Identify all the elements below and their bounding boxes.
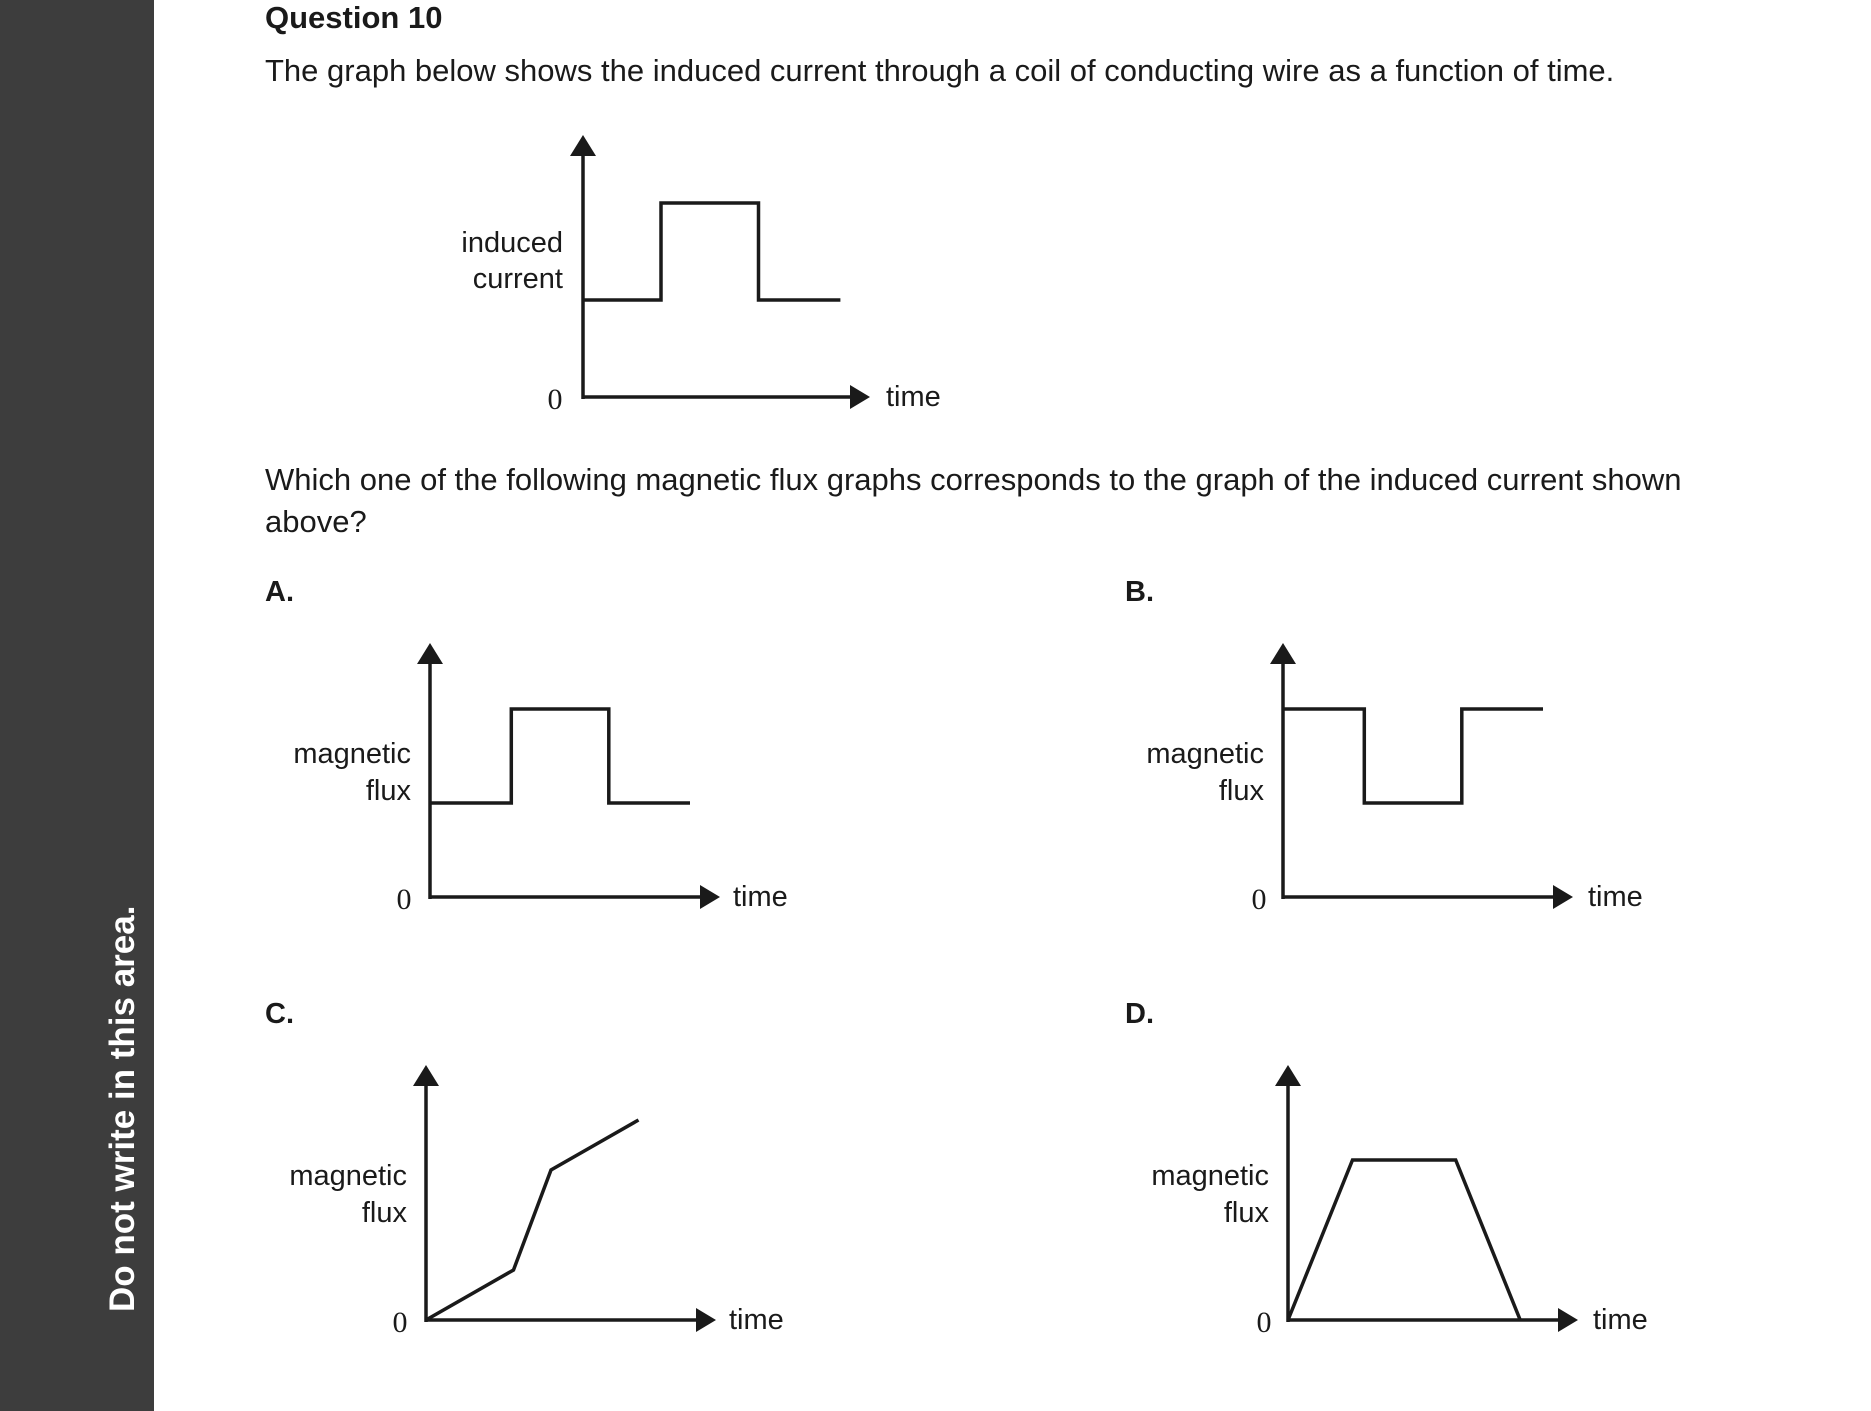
option-d-letter[interactable]: D.: [1125, 998, 1154, 1030]
x-axis-label: time: [1588, 881, 1643, 913]
flux-series-line: [426, 1120, 639, 1320]
x-axis-label: time: [733, 881, 788, 913]
y-axis-label-line2: flux: [361, 1197, 407, 1229]
x-axis-label: time: [1593, 1304, 1648, 1336]
do-not-write-notice: Do not write in this area.: [103, 905, 142, 1312]
question-prompt: Which one of the following magnetic flux graphs corresponds to the graph of the induced current shown above?: [265, 462, 1682, 539]
origin-label: 0: [547, 383, 563, 416]
origin-label: 0: [396, 883, 412, 916]
x-axis-label: time: [729, 1304, 784, 1336]
y-axis-label-line1: magnetic: [289, 1160, 407, 1192]
option-c-letter[interactable]: C.: [265, 998, 294, 1030]
option-a-graph: [293, 643, 787, 916]
y-axis-arrow: [413, 1065, 439, 1086]
y-axis-label-line2: flux: [1223, 1197, 1269, 1229]
option-a-letter[interactable]: A.: [265, 576, 294, 608]
x-axis-arrow: [700, 885, 720, 909]
question-title: Question 10: [265, 0, 443, 35]
y-axis-label-line1: magnetic: [293, 738, 411, 770]
question-stem: The graph below shows the induced current through a coil of conducting wire as a function of time.: [265, 53, 1615, 88]
y-axis-label-line2: flux: [365, 775, 411, 807]
x-axis-arrow: [1558, 1308, 1578, 1332]
flux-series-line: [1283, 709, 1543, 803]
origin-label: 0: [1256, 1306, 1272, 1339]
y-axis-label-line1: induced: [461, 227, 563, 259]
x-axis-label: time: [886, 381, 941, 413]
option-b-graph: [1146, 643, 1642, 916]
y-axis-label-line2: current: [472, 263, 563, 295]
x-axis-arrow: [696, 1308, 716, 1332]
current-series-line: [583, 203, 840, 300]
origin-label: 0: [392, 1306, 408, 1339]
x-axis-arrow: [850, 385, 870, 409]
main-graph: [461, 135, 940, 416]
y-axis-label-line1: magnetic: [1151, 1160, 1269, 1192]
option-d-graph: [1151, 1065, 1647, 1339]
y-axis-arrow: [1270, 643, 1296, 664]
x-axis-arrow: [1553, 885, 1573, 909]
option-b-letter[interactable]: B.: [1125, 576, 1154, 608]
y-axis-arrow: [417, 643, 443, 664]
y-axis-label-line2: flux: [1218, 775, 1264, 807]
y-axis-label-line1: magnetic: [1146, 738, 1264, 770]
option-c-graph: [289, 1065, 783, 1339]
y-axis-arrow: [1275, 1065, 1301, 1086]
y-axis-arrow: [570, 135, 596, 156]
origin-label: 0: [1251, 883, 1267, 916]
flux-series-line: [430, 709, 690, 803]
flux-series-line: [1288, 1160, 1520, 1320]
